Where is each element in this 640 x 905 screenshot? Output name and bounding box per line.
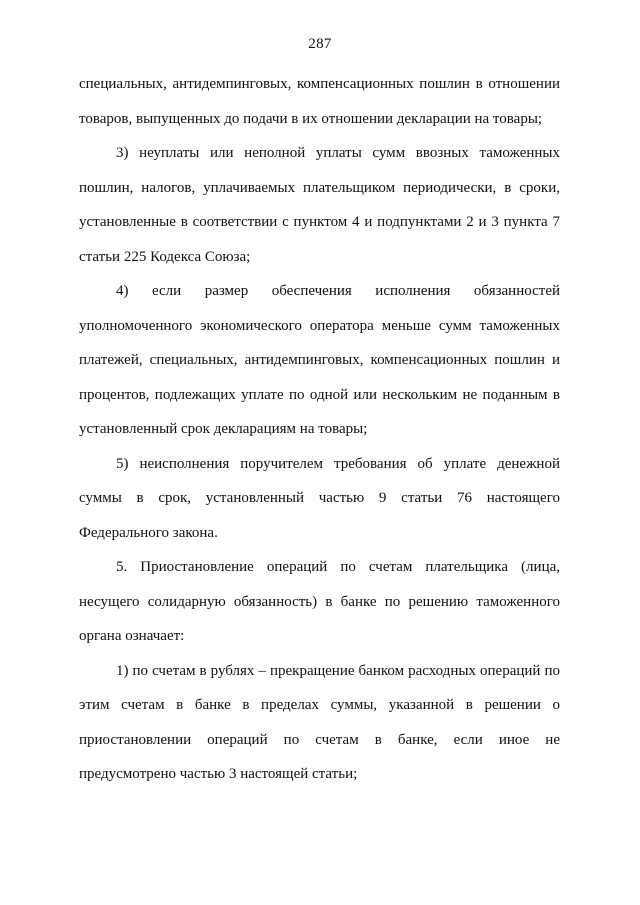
page-number: 287 <box>308 36 332 52</box>
paragraph-item-3: 3) неуплаты или неполной уплаты сумм ввозных таможенных пошлин, налогов, уплачиваемых плательщиком периодически, в сроки, установленные в соответствии с пунктом 4 и подпунктами 2 и 3 пункта 7 статьи 225 Кодекса Союза; <box>79 145 560 265</box>
paragraph-item-4: 4) если размер обеспечения исполнения обязанностей уполномоченного экономического оператора меньше сумм таможенных платежей, специальных, антидемпинговых, компенсационных пошлин и процентов, подлежащих уплате по одной или нескольким не поданным в установленный срок декларациям на товары; <box>79 283 560 437</box>
paragraph-clause-5: 5. Приостановление операций по счетам плательщика (лица, несущего солидарную обязанность) в банке по решению таможенного органа означает: <box>79 559 560 644</box>
document-body <box>79 67 560 792</box>
paragraph-continuation: специальных, антидемпинговых, компенсационных пошлин в отношении товаров, выпущенных до подачи в их отношении декларации на товары; <box>79 76 560 127</box>
paragraph-clause-5-item-1: 1) по счетам в рублях – прекращение банком расходных операций по этим счетам в банке в пределах суммы, указанной в решении о приостановлении операций по счетам в банке, если иное не предусмотрено частью 3 настоящей статьи; <box>79 662 560 782</box>
paragraph-item-5: 5) неисполнения поручителем требования об уплате денежной суммы в срок, установленный частью 9 статьи 76 настоящего Федерального закона. <box>79 455 560 541</box>
